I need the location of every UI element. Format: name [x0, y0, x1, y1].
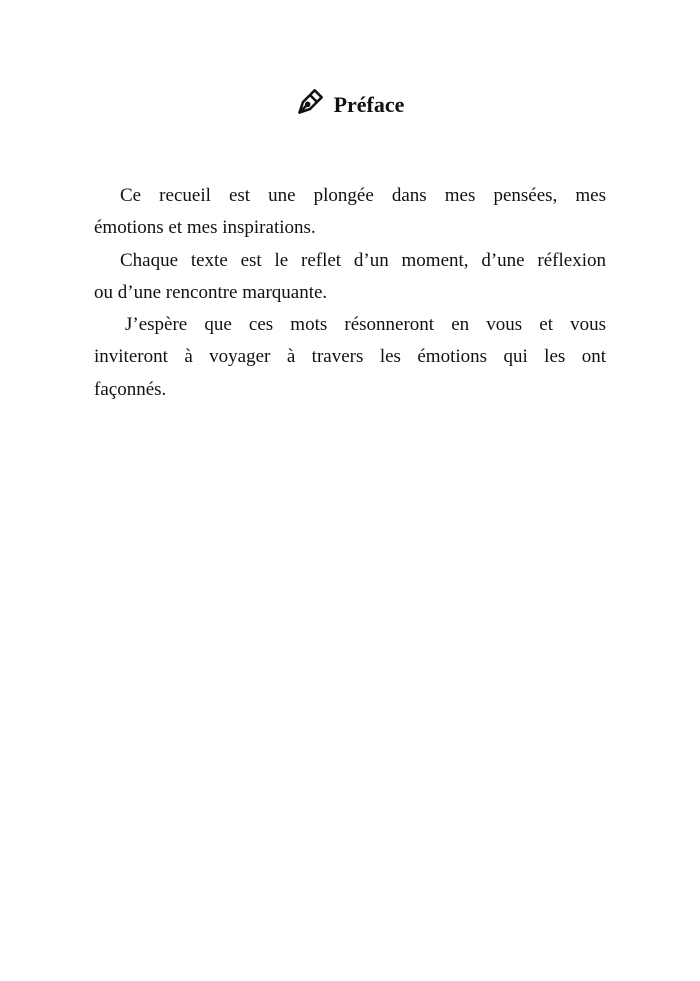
paragraph-3: [94, 309, 606, 406]
paragraph-2: [94, 245, 606, 310]
text-line: Ce recueil est une plongée dans mes pensées, mes: [120, 185, 606, 206]
preface-body: [94, 180, 606, 406]
paragraph-1: [94, 180, 606, 245]
fountain-pen-icon: [296, 88, 324, 122]
text-line: J’espère que ces mots résonneront en vous et vous: [125, 314, 606, 336]
text-line: émotions et mes inspirations.: [94, 217, 316, 239]
page-title: [0, 88, 700, 122]
text-line: inviteront à voyager à travers les émotions qui les ont: [94, 346, 606, 368]
title-text: Préface: [333, 92, 405, 117]
text-line: ou d’une rencontre marquante.: [94, 281, 328, 303]
text-line: façonnés.: [94, 378, 167, 400]
text-line: Chaque texte est le reflet d’un moment, d’une réflexion: [120, 249, 606, 271]
